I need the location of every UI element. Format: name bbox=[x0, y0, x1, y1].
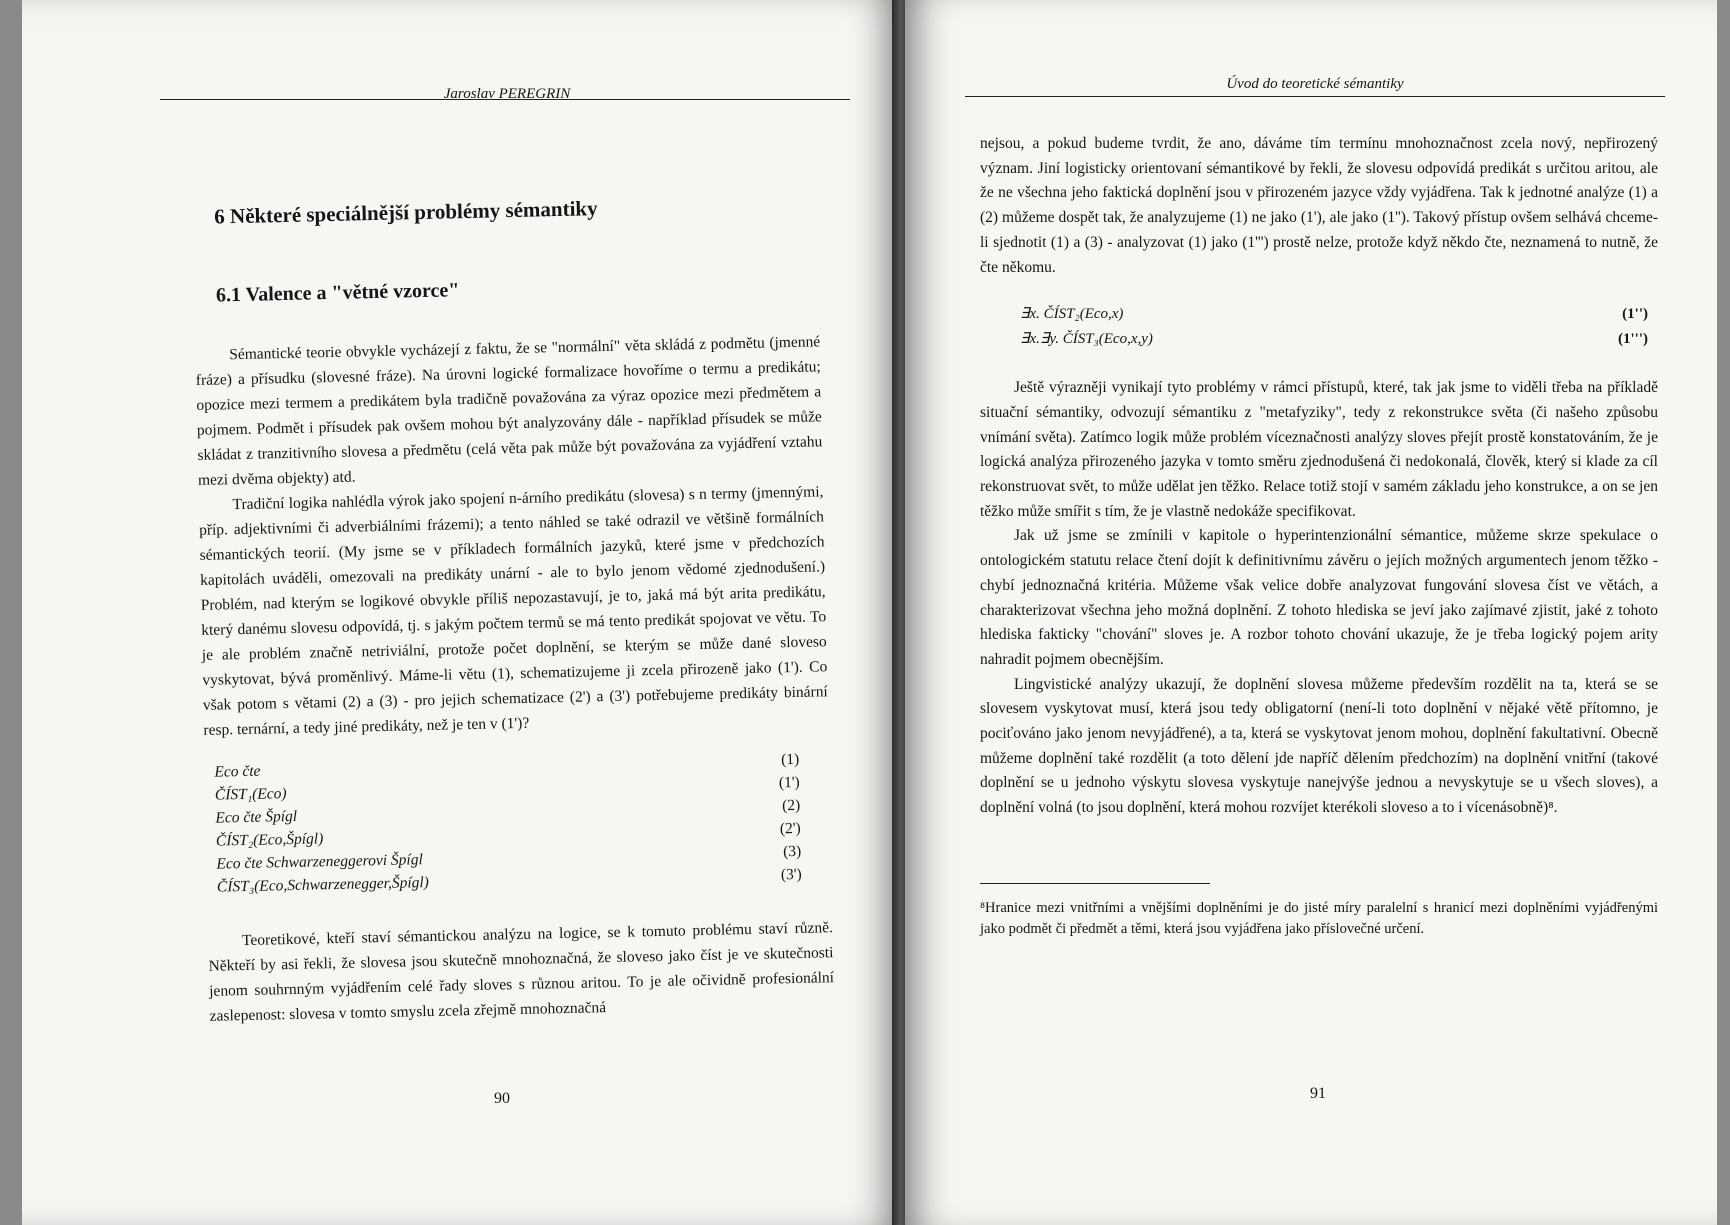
page-number: 90 bbox=[494, 1090, 510, 1107]
formula-text: ∃x. ČÍST₂(Eco,x) bbox=[1020, 306, 1124, 323]
example-text: Eco čte Schwarzeneggerovi Špígl bbox=[216, 851, 423, 873]
paragraph: Sémantické teorie obvykle vycházejí z faktu, že se "normální" věta skládá z podmětu (jmenné fráze) a přísudku (slovesné fráze). Na úrovni logické formalizace hovoříme o termu a predikátu; opozice mezi termem a predikátem byla tradičně považována za výraz opozice mezi předmětem a pojmem. Podmět i přísudek pak ovšem mohou být analyzovány dále - například přísudek se může skládat z tranzitivního slovesa a předmětu (celá věta pak může být považována za vyjádření vztahu mezi dvěma objekty) atd. bbox=[195, 333, 823, 489]
example-text: ČÍST₁(Eco) bbox=[214, 785, 287, 804]
example-number: (2') bbox=[779, 819, 801, 838]
header-rule bbox=[965, 96, 1665, 97]
left-page bbox=[22, 0, 900, 1225]
formula-text: ∃x.∃y. ČÍST₃(Eco,x,y) bbox=[1020, 331, 1153, 348]
formula-number: (1'') bbox=[1622, 306, 1648, 323]
formula-number: (1''') bbox=[1618, 331, 1648, 348]
formula-row bbox=[1020, 327, 1658, 352]
running-head-author: Jaroslav PEREGRIN bbox=[443, 86, 571, 102]
example-text: ČÍST₃(Eco,Schwarzenegger,Špígl) bbox=[216, 873, 430, 896]
example-text: Eco čte bbox=[214, 762, 261, 781]
right-page bbox=[905, 0, 1717, 1225]
example-number: (1) bbox=[780, 750, 800, 769]
header-rule bbox=[160, 99, 850, 100]
example-number: (3) bbox=[782, 842, 802, 861]
footnote-rule bbox=[980, 883, 1210, 884]
running-head-title: Úvod do teoretické sémantiky bbox=[1226, 76, 1404, 92]
chapter-title: 6 Některé speciálnější problémy sémantiky bbox=[213, 196, 598, 229]
left-page-content bbox=[192, 191, 835, 1028]
example-number: (2) bbox=[781, 796, 801, 815]
formula-row bbox=[1020, 302, 1658, 327]
example-list bbox=[214, 747, 832, 898]
example-text: ČÍST₂(Eco,Špígl) bbox=[215, 830, 324, 850]
example-number: (1') bbox=[778, 773, 800, 792]
paragraph: Tradiční logika nahlédla výrok jako spojení n-árního predikátu (slovesa) s n termy (jmennými, příp. adjektivními či adverbiálními frázemi); a tento náhled se také odrazil ve většině formálních sémantických teorií. (My jsme se v příkladech formálních jazyků, které jsme v předchozích kapitolách uváděli, omezovali na predikáty unární - ale to bylo jenom vědomé zjednodušení.) Problém, nad kterým se logikové obvykle příliš nepozastavují, je to, jaká má být arita predikátu, který danému slovesu odpovídá, tj. s jakým počtem termů se má tento predikát spojovat ve větu. To je ale problém značně netriviální, protože počet doplnění, se kterým se může dané sloveso vyskytovat, bývá proměnlivý. Máme-li větu (1), schematizujeme ji zcela přirozeně jako (1'). Co však potom s větami (2) a (3) - pro jejich schematizace (2') a (3') potřebujeme predikáty binární resp. ternární, a tedy jiné predikáty, než je ten v (1')? bbox=[198, 483, 828, 739]
example-text: Eco čte Špígl bbox=[215, 807, 298, 827]
paragraph: Lingvistické analýzy ukazují, že doplnění slovesa můžeme především rozdělit na ta, která se se slovesem vyskytovat musí, která jsou tedy obligatorní (není-li toto doplnění v nějaké větě přítomno, je pociťováno jako jenom nevyjádřené), a ta, která se vyskytovat jenom mohou, doplnění fakultativní. Obecně můžeme doplnění také rozdělit (a toto dělení jde napříč dělením předchozím) na doplnění vnitřní (takové doplnění se u jednoho výskytu slovesa vyskytuje nanejvýše jednou a nevyskytuje se u všech sloves), a doplnění volná (to jsou doplnění, která mohou rozvíjet kterékoli sloveso a to i vícenásobně)⁸. bbox=[980, 675, 1658, 817]
section-title: 6.1 Valence a "větné vzorce" bbox=[215, 279, 460, 307]
page-number: 91 bbox=[1310, 1085, 1326, 1102]
footnote: ⁸Hranice mezi vnitřními a vnějšími doplněními je do jisté míry paralelní s hranicí mezi doplněními vyjádřenými jako podmět či předmět a těmi, která jsou vyjádřena jako příslovečné určení. bbox=[980, 899, 1658, 937]
paragraph: Ještě výrazněji vynikají tyto problémy v rámci přístupů, které, tak jak jsme to viděli třeba na příkladě situační sémantiky, odvozují sémantiku z "metafyziky", tedy z rekonstrukce světa (či našeho způsobu vnímání světa). Zatímco logik může problém víceznačnosti analýzy sloves přejít prostě konstatováním, že je logická analýza přirozeného jazyka v tomto směru zjednodušená či nedokonalá, člověk, který si klade za cíl rekonstruovat svět, to může udělat jen těžko. Relace totiž stojí v samém základu jeho konstrukce, a on se jen těžko může smířit s tím, že je vlastně nedokáže specifikovat. bbox=[980, 379, 1658, 520]
paragraph: Teoretikové, kteří staví sémantickou analýzu na logice, se k tomuto problému staví různě. Někteří by asi řekli, že slovesa jsou skutečně mnohoznačná, že sloveso jako číst je ve skutečnosti jenom souhrnným vyjádřením celé řady sloves s různou aritou. To je ale očividně profesionální zaslepenost: slovesa v tomto smyslu zcela zřejmě mnohoznačná bbox=[208, 919, 835, 1025]
paragraph: nejsou, a pokud budeme tvrdit, že ano, dáváme tím termínu mnohoznačnost zcela nový, nepřirozený význam. Jiní logisticky orientovaní sémantikové by řekli, že slovesu odpovídá predikát s určitou aritou, ale že ne všechna jeho faktická doplnění jsou v přirozeném jazyce vždy vyjádřena. Tak k jednotné analýze (1) a (2) můžeme dospět tak, že analyzujeme (1) ne jako (1'), ale jako (1''). Takový přístup ovšem selhává chceme-li sjednotit (1) a (3) - analyzovat (1) jako (1''') prostě nelze, protože když někdo čte, neznamená to nutně, že čte někomu. bbox=[980, 135, 1658, 276]
right-page-content bbox=[980, 132, 1658, 940]
paragraph: Jak už jsme se zmínili v kapitole o hyperintenzionální sémantice, můžeme skrze spekulace o ontologickém statutu relace čtení dojít k definitivnímu závěru o jejích možných argumentech jenom těžko - chybí jednoznačná kritéria. Můžeme však velice dobře analyzovat fungování slovesa číst ve větách, a charakterizovat všechna jeho možná doplnění. Z tohoto hlediska se jeví jako zajímavé zjistit, jaké z tohoto hlediska fakticky "chování" sloves je. A rozbor tohoto chování ukazuje, že je třeba logický pojem arity nahradit pojmem obecnějším. bbox=[980, 527, 1658, 668]
example-number: (3') bbox=[780, 865, 802, 884]
formula-list bbox=[1020, 302, 1658, 352]
